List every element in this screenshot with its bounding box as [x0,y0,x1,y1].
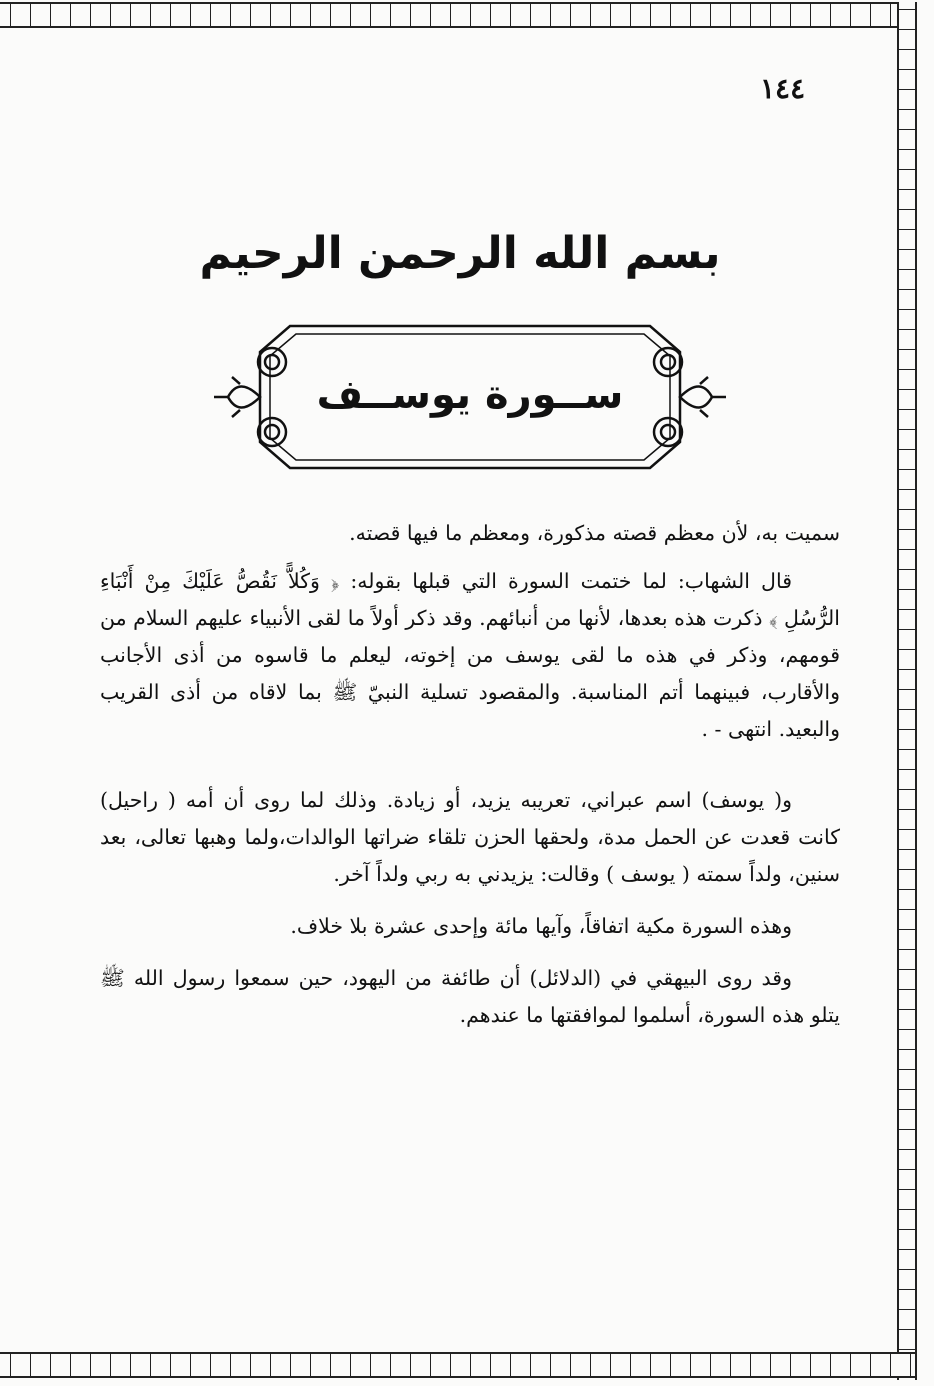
surah-title: ســورة يوســف [316,372,624,418]
page-number: ١٤٤ [760,72,806,105]
paragraph-5: وقد روى البيهقي في (الدلائل) أن طائفة من اليهود، حين سمعوا رسول الله ﷺ يتلو هذه السورة، أسلموا لموافقتها ما عندهم. [100,966,840,1027]
decorative-border-bottom [0,1352,915,1378]
paragraph-1: سميت به، لأن معظم قصته مذكورة، ومعظم ما فيها قصته. [349,521,840,545]
paragraph-4: وهذه السورة مكية اتفاقاً، وآيها مائة وإحدى عشرة بلا خلاف. [290,914,792,938]
paragraph-2: قال الشهاب: لما ختمت السورة التي قبلها بقوله: ﴿ وَكُلاًّ نَقُصُّ عَلَيْكَ مِنْ أَنْبَاءِ الرُّسُلِ ﴾ ذكرت هذه بعدها، لأنها من أنبائهم. وقد ذكر أولاً ما لقى الأنبياء عليهم السلام من قومهم، وذكر في هذه ما لقى يوسف من إخوته، ليعلم ما قاسوه من أذى الأجانب والأقارب، فبينهما أتم المناسبة. والمقصود تسلية النبيّ ﷺ بما لاقاه من أذى القريب والبعيد. انتهى - . [100,569,840,741]
paragraph-3: و( يوسف) اسم عبراني، تعريبه يزيد، أو زيادة. وذلك لما روى أن أمه ( راحيل) كانت قعدت عن الحمل مدة، ولحقها الحزن تلقاء ضراتها الوالدات،ولما وهبها تعالى، بعد سنين، ولداً سمته ( يوسف ) وقالت: يزيدني به ربي ولداً آخر. [100,788,840,886]
decorative-border-top [0,2,915,28]
basmala-heading: بسم الله الرحمن الرحيم [199,228,721,279]
decorative-border-right [897,2,917,1380]
